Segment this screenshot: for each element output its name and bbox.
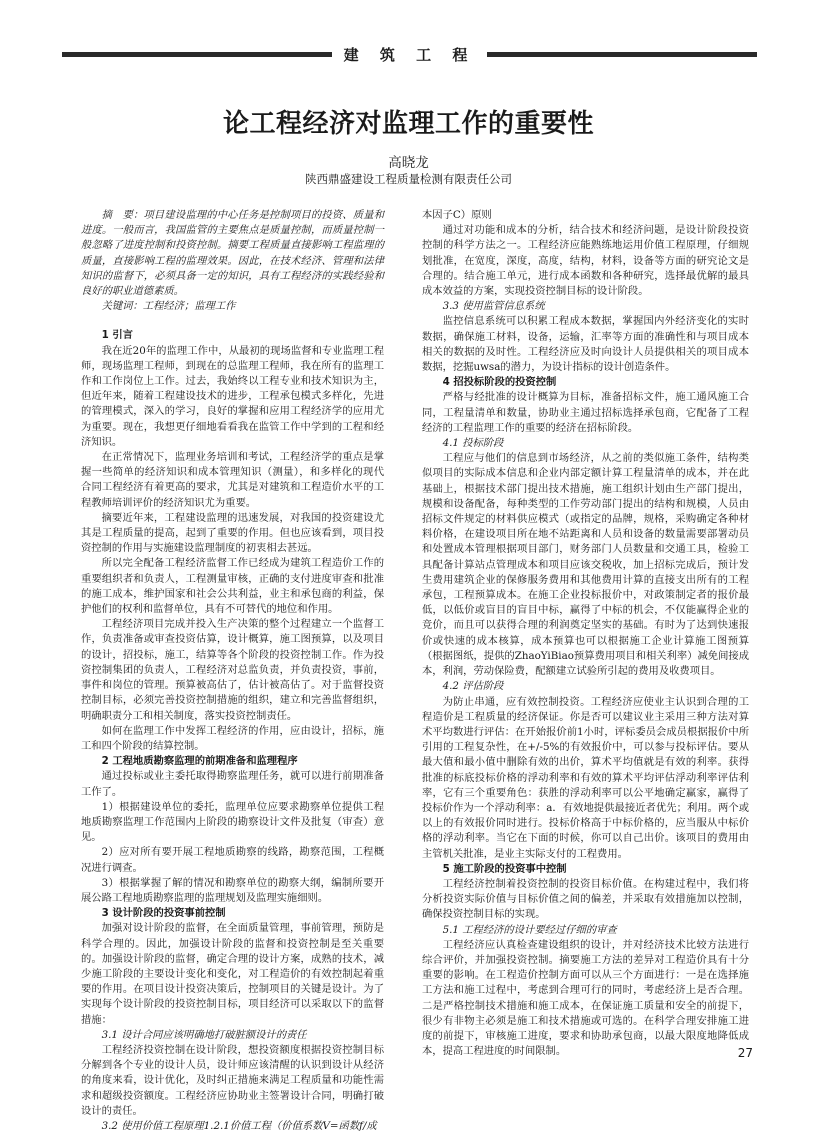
abstract: 摘 要：项目建设监理的中心任务是控制项目的投资、质量和进度。一般而言，我国监管的主要焦点是质量控制，而质量控制一般忽略了进度控制和投资控制。摘要工程质量直接影响工程监理的质量，直接影响工程的监理效果。因此，在技术经济、管理和法律知识的监督下，必须具备一定的知识，具有工程经济的实践经验和良好的职业道德素质。 (81, 209, 384, 298)
paragraph: 所以完全配备工程经济监督工作已经成为建筑工程造价工作的重要组织者和负责人，工程测量审核，正确的支付进度审查和批准的施工成本，维护国家和社会公共利益，业主和承包商的利益，保护他们的权利和监督单位，具有不可替代的地位和作用。 (81, 557, 384, 616)
section-heading: 2 工程地质勘察监理的前期准备和监理程序 (101, 755, 298, 768)
paragraph: 工程应与他们的信息到市场经济，从之前的类似施工条件，结构类似项目的实际成本信息和企业内部定额计算工程量清单的成本，并在此基础上，根据技术部门提出技术措施，施工组织计划由生产部门提出，规模和设备配备，每种类型的工作劳动部门提出的结构和规模，人员由招标文件规定的材料供应模式（或指定的品牌，规格，采购确定各种材料价格，在建设项目所在地不站距离和人员和设备的数量需要部署动员和处置成本管理根据项目部门，财务部门人员数量和交通工具，检验工具配备计算站点管理成本和项目应该交税收，加上招标完成后，预计发生费用建筑企业的保修服务费用和其他费用计算的直接支出所有的工程承包，工程预算成本。在施工企业投标报价中，对政策制定者的报价最低，以低价或盲目的盲目中标，赢得了中标的机会，不仅能赢得企业的竞价，而且可以获得合理的利润奠定坚实的基础。有时为了达到快速报价或快速的成本核算，成本预算也可以根据施工企业计算施工图预算（根据图纸，提供的ZhaoYiBiao预算费用项目和相关利率）减免间接成本，利润，劳动保险费，配额建立试验所引起的费用及收费项目。 (422, 452, 749, 678)
paragraph: 监控信息系统可以积累工程成本数据，掌握国内外经济变化的实时数据，确保施工材料，设备，运输，汇率等方面的准确性和与项目成本相关的数据的及时性。工程经济应及时向设计人员提供相关的项目成本数据，挖掘uwsa的潜力，为设计指标的设计创造条件。 (422, 315, 749, 374)
subsection-heading: 5.1 工程经济的设计要经过仔细的审查 (442, 923, 617, 936)
paragraph: 工程经济项目完成并投入生产决策的整个过程建立一个监督工作，负责准备或审查投资估算，设计概算，施工图预算，以及项目的设计，招投标，施工，结算等各个阶段的投资控制工作。作为投资控制集团的负责人，工程经济对总监负责，并负责投资，事前，事件和岗位的管理。预算被高估了，估计被高估了。对于监督投资控制目标，必须完善投资控制措施的组织，建立和完善监督组织，明确职责分工和相关制度，落实投资控制责任。 (81, 618, 384, 722)
paragraph: 1）根据建设单位的委托，监理单位应要求勘察单位提供工程地质勘察监理工作范围内上阶段的勘察设计文件及批复（审查）意见。 (81, 800, 384, 844)
subsection-heading: 3.2 使用价值工程原理1.2.1价值工程（价值系数V=函数f/成 (101, 1119, 377, 1132)
header-rule-left (62, 52, 332, 57)
paragraph: 工程经济投资控制在设计阶段，想投资额度根据投资控制目标分解到各个专业的设计人员，设计师应该清醒的认识到设计从经济的角度来看，设计优化，及时纠正措施来满足工程质量和功能性需求和超级投资额度。工程经济应协助业主签署设计合同，明确打破设计的责任。 (81, 1043, 384, 1117)
subsection-heading: 4.1 投标阶段 (442, 437, 504, 450)
journal-header (62, 45, 757, 63)
section-heading: 5 施工阶段的投资事中控制 (442, 862, 567, 875)
journal-section-title: 建 筑 工 程 (343, 45, 476, 64)
paragraph: 严格与经批准的设计概算为目标，准备招标文件，施工通风施工合同，工程量清单和数量，协助业主通过招标选择承包商，它配备了工程经济的工程监理工作的重要的经济在招标阶段。 (422, 391, 749, 434)
subsection-heading: 3.1 设计合同应该明确地打破脏额设计的责任 (101, 1028, 307, 1041)
paragraph: 工程经济控制着投资控制的投资目标价值。在构建过程中，我们将分析投资实际价值与目标价值之间的偏差，并采取有效措施加以控制，确保投资控制目标的实现。 (422, 877, 749, 921)
right-column (422, 208, 749, 1059)
paragraph: 通过投标或业主委托取得勘察监理任务，就可以进行前期准备工作了。 (81, 770, 384, 798)
paper-title: 论工程经济对监理工作的重要性 (222, 109, 594, 139)
subsection-heading: 3.3 使用监管信息系统 (442, 300, 545, 313)
section-heading: 1 引言 (101, 329, 133, 342)
paragraph-continuation: 本因子C）原则 (422, 209, 492, 221)
author-affiliation: 陕西鼎盛建设工程质量检测有限责任公司 (305, 172, 512, 186)
paragraph: 在正常情况下，监理业务培训和考试，工程经济学的重点是掌握一些简单的经济知识和成本管理知识（测量），和多样化的现代合同工程经济有着更高的要求，尤其是对建筑和工程造价水平的工程教师培训评价的经济知识尤为重要。 (81, 451, 384, 509)
section-heading: 4 招投标阶段的投资控制 (442, 376, 557, 389)
author-name: 高晓龙 (388, 155, 429, 171)
paragraph: 摘要近年来，工程建设监理的迅速发展，对我国的投资建设尤其是工程质量的提高，起到了重要的作用。但也应该看到，项目投资控制的作用与实施建设监理制度的初衷相去甚远。 (81, 511, 384, 555)
section-heading: 3 设计阶段的投资事前控制 (101, 907, 226, 920)
subsection-heading: 4.2 评估阶段 (442, 680, 504, 693)
keywords: 关键词：工程经济；监理工作 (101, 300, 236, 313)
paragraph: 工程经济应认真检查建设组织的设计，并对经济技术比较方法进行综合评价，并加强投资控制。摘要施工方法的差异对工程造价具有十分重要的影响。在工程造价控制方面可以从三个方面进行：一是在选择施工方法和施工过程中，考虑到合理可行的同时，考虑经济上是否合理。二是严格控制技术措施和施工成本，在保证施工质量和安全的前提下，很少有非物主必须是施工和技术措施或可选的。在科学合理安排施工进度的前提下，审核施工进度，要求和协助承包商，以最大限度地降低成本，提高工程进度的时间限制。 (422, 938, 749, 1058)
paragraph: 为防止串通，应有效控制投资。工程经济应使业主认识到合理的工程造价是工程质量的经济保证。你是否可以建议业主采用三种方法对算术平均数进行评估：在开始报价前1小时，评标委员会成员根据报价中所引用的工程复杂性，在+/-5%的有效报价中，可以参与投标评估。要从最大值和最小值中删除有效的出价，算术平均值就是有效的利率。获得批准的标底投标价格的浮动利率和有效的算术平均评估浮动利率评估利率，它有三个重要角色：获胜的浮动利率可以公平地确定赢家，赢得了投标价作为一个浮动利率：a．有效地提供最接近者优先；利用。两个或以上的有效报价同时进行。投标价格高于中标价格的，应当服从中标价格的浮动利率。当它在下面的时候，你可以自己出价。该项目的费用由主管机关批准，是业主实际支付的工程费用。 (422, 695, 749, 860)
left-column (81, 208, 384, 1134)
header-rule-right (487, 52, 757, 57)
paragraph: 2）应对所有要开展工程地质勘察的线路，勘察范围，工程概况进行调查。 (81, 846, 384, 874)
paragraph: 加强对设计阶段的监督，在全面质量管理，事前管理，预防是科学合理的。因此，加强设计阶段的监督和投资控制是至关重要的。加强设计阶段的监督，确定合理的设计方案，成熟的技术，减少施工阶段的主要设计变化和变化，对工程造价的有效控制起着重要的作用。在项目设计投资决策后，控制项目的关键是设计。为了实现每个设计阶段的投资控制目标，项目经济可以采取以下的监督措施： (81, 922, 384, 1026)
page-number: 27 (737, 1046, 753, 1060)
paragraph: 通过对功能和成本的分析，结合技术和经济问题，是设计阶段投资控制的科学方法之一。工程经济应能熟练地运用价值工程原理，仔细规划批准，在宽度，深度，高度，结构，材料，设备等方面的研究论文是合理的。结合施工单元，进行成本函数和各种研究，选择最优解的最具成本效益的方案，实现投资控制目标的设计阶段。 (422, 224, 749, 298)
paragraph: 3）根据掌握了解的情况和勘察单位的勘察大纲，编制所要开展公路工程地质勘察监理的监理规划及监理实施细则。 (81, 876, 384, 904)
paragraph: 我在近20年的监理工作中，从最初的现场监督和专业监理工程师，现场监理工程师，到现在的总监理工程师，我在所有的监理工作和工作岗位上工作。过去，我始终以工程专业和技术知识为主，但近年来，随着工程建设技术的进步，工程承包模式多样化，先进的管理模式，深入的学习，良好的掌握和应用工程经济学的应用尤为重要。现在，我想更仔细地看看我在监管工作中学到的工程和经济知识。 (81, 344, 384, 448)
paragraph: 如何在监理工作中发挥工程经济的作用，应由设计，招标，施工和四个阶段的结算控制。 (81, 724, 384, 752)
